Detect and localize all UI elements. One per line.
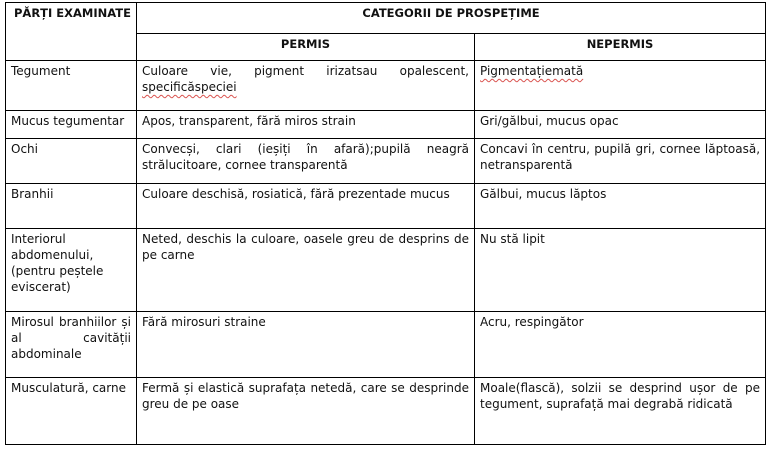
cell-not-permitted: Concavi în centru, pupilă gri, cornee lăptoasă, netransparentă (475, 139, 766, 184)
cell-not-permitted: Nu stă lipit (475, 229, 766, 312)
cell-permitted: Fermă și elastică suprafața netedă, care se desprinde greu de pe oase (137, 378, 475, 445)
not-permitted-text-misspelled: Pigmentațiemată (480, 64, 584, 78)
permitted-text: Culoare vie, pigment irizatsau opalescent, (142, 64, 469, 78)
cell-permitted: Convecși, clari (ieșiți în afară);pupilă neagră strălucitoare, cornee transparentă (137, 139, 475, 184)
cell-permitted (137, 61, 475, 111)
cell-not-permitted: Gălbui, mucus lăptos (475, 184, 766, 229)
table-row (6, 139, 766, 184)
table-row (6, 229, 766, 312)
table-row (6, 312, 766, 378)
cell-permitted: Neted, deschis la culoare, oasele greu de desprins de pe carne (137, 229, 475, 312)
cell-not-permitted (475, 61, 766, 111)
cell-part: Ochi (6, 139, 137, 184)
permitted-text-misspelled: specificăspeciei (142, 80, 237, 94)
header-not-permitted: NEPERMIS (475, 34, 766, 61)
freshness-table (5, 2, 766, 445)
freshness-table-container (5, 2, 766, 445)
header-category: CATEGORII DE PROSPEȚIME (137, 3, 766, 34)
cell-not-permitted: Acru, respingător (475, 312, 766, 378)
cell-part: Musculatură, carne (6, 378, 137, 445)
header-parts: PĂRȚI EXAMINATE (6, 3, 137, 61)
cell-part: Mirosul branhiilor și al cavității abdominale (6, 312, 137, 378)
cell-part: Tegument (6, 61, 137, 111)
cell-permitted: Culoare deschisă, rosiatică, fără prezentade mucus (137, 184, 475, 229)
header-permitted: PERMIS (137, 34, 475, 61)
table-row (6, 61, 766, 111)
cell-permitted: Apos, transparent, fără miros strain (137, 111, 475, 139)
table-row (6, 378, 766, 445)
cell-part: Interiorul abdomenului, (pentru peștele eviscerat) (6, 229, 137, 312)
cell-not-permitted: Moale(flască), solzii se desprind ușor de pe tegument, suprafață mai degrabă ridicată (475, 378, 766, 445)
cell-permitted: Fără mirosuri straine (137, 312, 475, 378)
header-row (6, 3, 766, 34)
cell-not-permitted: Gri/gălbui, mucus opac (475, 111, 766, 139)
table-row (6, 184, 766, 229)
cell-part: Mucus tegumentar (6, 111, 137, 139)
table-row (6, 111, 766, 139)
cell-part: Branhii (6, 184, 137, 229)
